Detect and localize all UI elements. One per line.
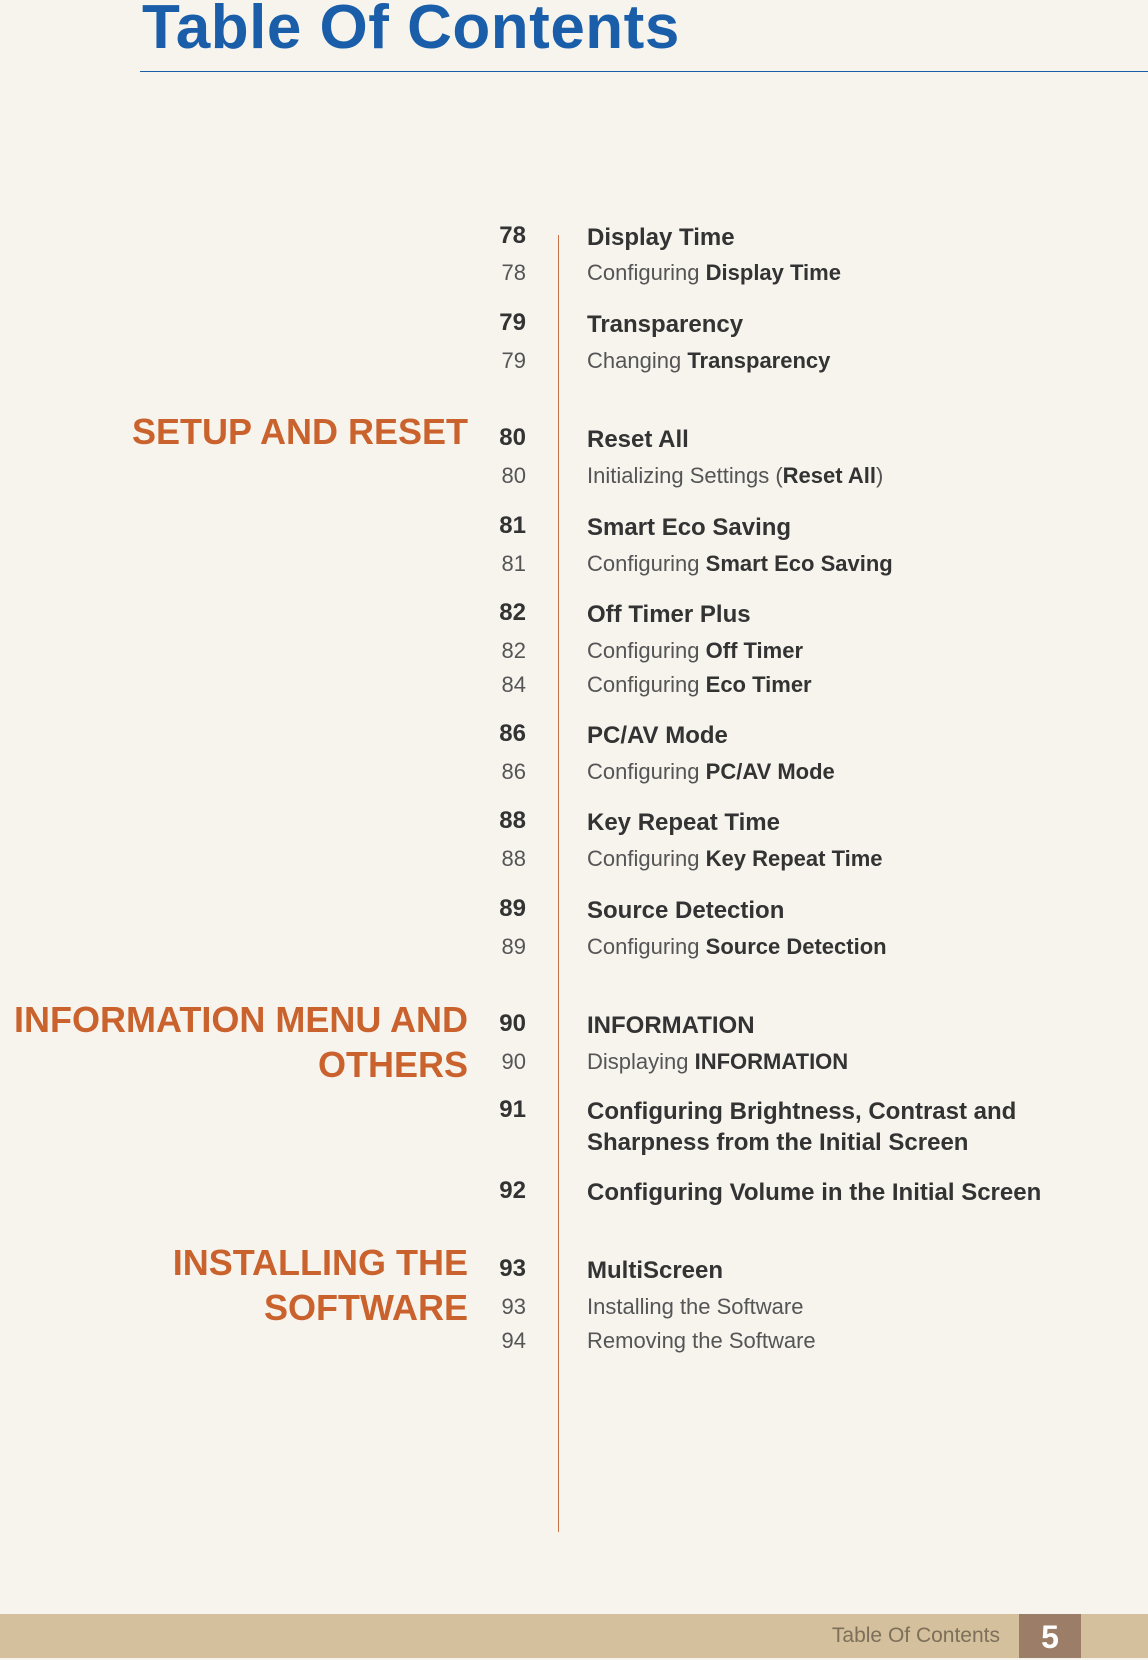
page-number: 88 — [499, 807, 526, 834]
footer-bar — [0, 1614, 1148, 1658]
section-heading-text: SETUP AND RESET — [131, 411, 468, 452]
section-heading-installing-software — [173, 1240, 468, 1330]
page-number: 84 — [501, 672, 526, 697]
page-number: 82 — [499, 599, 526, 626]
section-heading-information-menu — [14, 997, 468, 1087]
entry-title[interactable] — [587, 1294, 1107, 1320]
entry-title[interactable] — [587, 1096, 1107, 1158]
entry-prefix: Changing — [587, 348, 688, 373]
entry-title[interactable]: Source Detection — [587, 897, 785, 924]
entry-title[interactable] — [587, 934, 1107, 960]
entry-prefix: Initializing Settings ( — [587, 463, 783, 488]
page-number-badge: 5 — [1019, 1614, 1081, 1658]
entry-title[interactable]: Reset All — [587, 426, 689, 453]
entry-prefix: Configuring — [587, 551, 706, 576]
entry-bold: Reset All — [782, 463, 876, 488]
entry-title[interactable]: INFORMATION — [587, 1012, 755, 1039]
entry-bold: Transparency — [687, 348, 831, 373]
title-divider — [140, 71, 1148, 72]
page-number: 94 — [501, 1328, 526, 1353]
entry-bold: PC/AV Mode — [705, 759, 835, 784]
entry-title-line2: Sharpness from the Initial Screen — [587, 1129, 969, 1156]
page-number: 80 — [499, 424, 526, 451]
entry-title[interactable] — [587, 846, 1107, 872]
page-number: 93 — [501, 1294, 526, 1319]
entry-bold: Key Repeat Time — [705, 846, 883, 871]
entry-prefix: Configuring — [587, 260, 706, 285]
page-title: Table Of Contents — [142, 0, 680, 62]
page-number: 81 — [501, 551, 526, 576]
page-number: 89 — [501, 934, 526, 959]
entry-title[interactable]: Smart Eco Saving — [587, 514, 792, 541]
entry-title[interactable] — [587, 260, 1107, 286]
entry-prefix: Configuring — [587, 846, 706, 871]
entry-title[interactable] — [587, 348, 1107, 374]
entry-title[interactable]: PC/AV Mode — [587, 722, 728, 749]
page-number: 79 — [501, 348, 526, 373]
page-number: 93 — [499, 1255, 526, 1282]
section-heading-line2: SOFTWARE — [264, 1287, 468, 1328]
entry-title[interactable]: Key Repeat Time — [587, 809, 780, 836]
entry-title[interactable] — [587, 759, 1107, 785]
entry-title-line1: Configuring Brightness, Contrast and — [587, 1098, 1017, 1125]
page-number: 78 — [501, 260, 526, 285]
section-heading-setup-and-reset — [132, 409, 468, 454]
entry-title[interactable] — [587, 1328, 1107, 1354]
entry-prefix: Installing the Software — [587, 1294, 804, 1319]
page-number: 80 — [501, 463, 526, 488]
entry-prefix: Removing the Software — [587, 1328, 816, 1353]
section-heading-line1: INFORMATION MENU AND — [14, 999, 468, 1040]
entry-title[interactable]: Off Timer Plus — [587, 601, 751, 628]
entry-title[interactable]: MultiScreen — [587, 1257, 724, 1284]
entry-bold: Off Timer — [705, 638, 804, 663]
entry-bold: Smart Eco Saving — [705, 551, 893, 576]
entry-prefix: Configuring — [587, 759, 706, 784]
section-heading-line1: INSTALLING THE — [172, 1242, 468, 1283]
entry-title[interactable]: Transparency — [587, 311, 744, 338]
entry-title[interactable] — [587, 672, 1107, 698]
page-number: 81 — [499, 512, 526, 539]
entry-bold: Source Detection — [705, 934, 887, 959]
page-number: 79 — [499, 309, 526, 336]
section-heading-line2: OTHERS — [317, 1044, 468, 1085]
page-number: 90 — [499, 1010, 526, 1037]
page-number: 88 — [501, 846, 526, 871]
page-number: 92 — [499, 1177, 526, 1204]
entry-title[interactable] — [587, 1049, 1107, 1075]
column-divider — [558, 235, 559, 1532]
page-number: 82 — [501, 638, 526, 663]
entry-bold: Display Time — [705, 260, 841, 285]
entry-title[interactable]: Display Time — [587, 224, 735, 251]
page-number: 89 — [499, 895, 526, 922]
page-number: 90 — [501, 1049, 526, 1074]
entry-prefix: Configuring — [587, 672, 706, 697]
entry-prefix: Displaying — [587, 1049, 695, 1074]
entry-title[interactable] — [587, 551, 1107, 577]
entry-bold: INFORMATION — [694, 1049, 849, 1074]
entry-title[interactable]: Configuring Volume in the Initial Screen — [587, 1179, 1042, 1206]
entry-prefix: Configuring — [587, 934, 706, 959]
entry-suffix: ) — [875, 463, 884, 488]
footer-label: Table Of Contents — [831, 1624, 1000, 1647]
page-number: 86 — [499, 720, 526, 747]
entry-title[interactable] — [587, 638, 1107, 664]
page-number: 86 — [501, 759, 526, 784]
entry-prefix: Configuring — [587, 638, 706, 663]
page-number: 91 — [499, 1096, 526, 1123]
entry-bold: Eco Timer — [705, 672, 812, 697]
entry-title[interactable] — [587, 463, 1107, 489]
page-number: 78 — [499, 222, 526, 249]
